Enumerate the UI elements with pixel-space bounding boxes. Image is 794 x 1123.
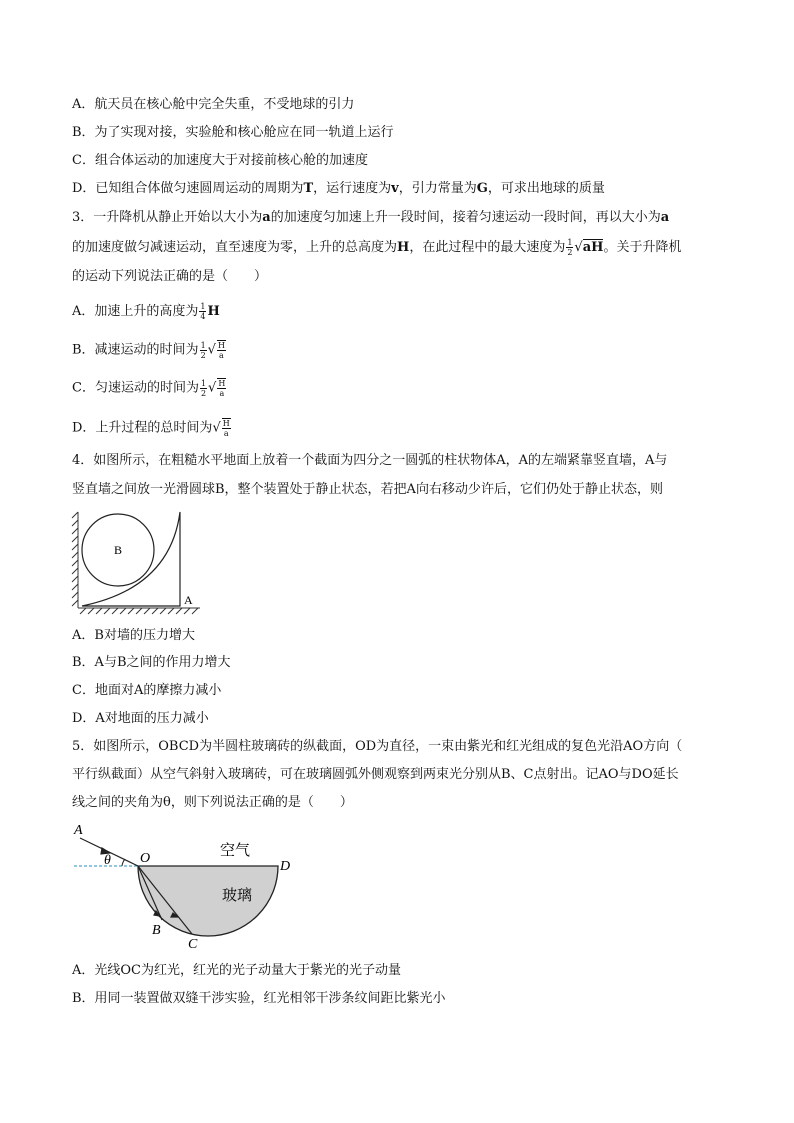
wall-hatch <box>72 512 78 608</box>
q2-d-text-3: ，引力常量为 <box>398 181 477 196</box>
q2-d-text-4: ，可求出地球的质量 <box>487 181 605 196</box>
q3-text: 的加速度做匀减速运动，直至速度为零，上升的总高度为 <box>72 240 398 255</box>
q4-stem-line-2: 竖直墙之间放一光滑圆球B，整个装置处于静止状态，若把A向右移动少许后，它们仍处于静止状态，则 <box>72 482 663 497</box>
q3-fraction-half: $\frac{1}{2}$ <box>200 378 207 398</box>
q3-option-d: D．上升过程的总时间为√ $\frac{H}{a}$ <box>72 419 230 438</box>
q4-option-b: B．A与B之间的作用力增大 <box>72 655 231 670</box>
q3-opt-text: C．匀速运动的时间为 <box>72 380 199 396</box>
q2-option-b: B．为了实现对接，实验舱和核心舱应在同一轨道上运行 <box>72 125 394 140</box>
q3-option-a <box>72 302 220 321</box>
label-O: O <box>140 851 151 866</box>
q5-option-b: B．用同一装置做双缝干涉实验，红光相邻干涉条纹间距比紫光小 <box>72 991 446 1006</box>
q2-option-c: C．组合体运动的加速度大于对接前核心舱的加速度 <box>72 153 368 168</box>
q3-stem-line-1 <box>72 209 669 227</box>
q3-opt-text: D．上升过程的总时间为 <box>72 420 213 436</box>
q5-option-a: A．光线OC为红光，红光的光子动量大于紫光的光子动量 <box>72 963 401 978</box>
q3-sqrt-H-over-a: $\frac{H}{a}$ <box>222 419 230 438</box>
q2-option-a: A．航天员在核心舱中完全失重，不受地球的引力 <box>72 97 355 112</box>
q3-var-H: H <box>397 240 410 255</box>
q3-var-a: a <box>660 210 670 225</box>
q3-opt-text: A．加速上升的高度为 <box>72 304 199 319</box>
q2-d-v: v <box>391 181 399 196</box>
q4-option-d: D．A对地面的压力减小 <box>72 711 209 726</box>
q3-var-aH: aH <box>582 240 604 255</box>
label-C: C <box>188 937 198 952</box>
q3-fraction-half: $\frac{1}{2}$ <box>200 340 206 360</box>
q2-d-G: G <box>476 181 488 196</box>
q3-var-a: a <box>262 210 271 225</box>
label-air: 空气 <box>220 841 251 859</box>
q3-text: 的加速度匀加速上升一段时间，接着匀速运动一段时间，再以大小为 <box>270 210 661 225</box>
q3-option-c: C．匀速运动的时间为 $\frac{1}{2}$ √ $\frac{H}{a}$ <box>72 378 226 398</box>
label-B: B <box>113 543 123 557</box>
q3-fraction-quarter: $\frac{1}{4}$ <box>200 302 206 321</box>
q2-d-text-1: D．已知组合体做匀速圆周运动的周期为 <box>72 181 304 196</box>
q3-stem-line-2: 的加速度做匀减速运动，直至速度为零，上升的总高度为H，在此过程中的最大速度为 $\frac{1}{2}$ √aH。关于升降机 <box>72 238 682 257</box>
label-A: A <box>184 593 193 607</box>
ground-hatch <box>78 608 200 614</box>
quarter-arc-block-A <box>82 512 180 606</box>
q3-text: ，在此过程中的最大速度为 <box>409 240 566 255</box>
q3-fraction-half: $\frac{1}{2}$ <box>567 238 573 257</box>
q2-d-T: T <box>303 181 314 196</box>
label-theta: θ <box>104 853 111 868</box>
q4-figure <box>70 508 210 616</box>
q3-opt-text: B．减速运动的时间为 <box>72 342 199 358</box>
q5-stem-line-3: 线之间的夹角为θ，则下列说法正确的是（ ） <box>72 795 353 810</box>
q3-text: 3．一升降机从静止开始以大小为 <box>72 210 263 225</box>
q3-var-H: H <box>207 304 220 319</box>
q5-figure <box>70 820 310 955</box>
q3-text: 。关于升降机 <box>603 240 682 255</box>
q5-stem-line-2: 平行纵截面）从空气斜射入玻璃砖，可在玻璃圆弧外侧观察到两束光分别从B、C点射出。记AO与DO延长 <box>72 767 679 782</box>
q4-option-c: C．地面对A的摩擦力减小 <box>72 683 222 698</box>
label-B: B <box>152 923 161 938</box>
q4-stem-line-1: 4．如图所示，在粗糙水平地面上放着一个截面为四分之一圆弧的柱状物体A，A的左端紧靠竖直墙，A与 <box>72 453 668 468</box>
q2-d-text-2: ，运行速度为 <box>313 181 392 196</box>
q3-sqrt-H-over-a: $\frac{H}{a}$ <box>218 379 226 398</box>
q2-option-d <box>72 180 605 198</box>
label-A: A <box>74 823 83 838</box>
label-glass: 玻璃 <box>222 886 253 904</box>
q3-stem-line-3: 的运动下列说法正确的是（ ） <box>72 269 268 284</box>
angle-theta-arc <box>122 859 125 866</box>
q4-option-a: A．B对墙的压力增大 <box>72 628 195 643</box>
q3-option-b: B．减速运动的时间为 $\frac{1}{2}$ √ $\frac{H}{a}$ <box>72 340 225 360</box>
q5-stem-line-1: 5．如图所示，OBCD为半圆柱玻璃砖的纵截面，OD为直径，一束由紫光和红光组成的复色光沿AO方向（ <box>72 739 683 754</box>
q3-sqrt-H-over-a: $\frac{H}{a}$ <box>217 341 225 360</box>
label-D: D <box>280 859 291 874</box>
